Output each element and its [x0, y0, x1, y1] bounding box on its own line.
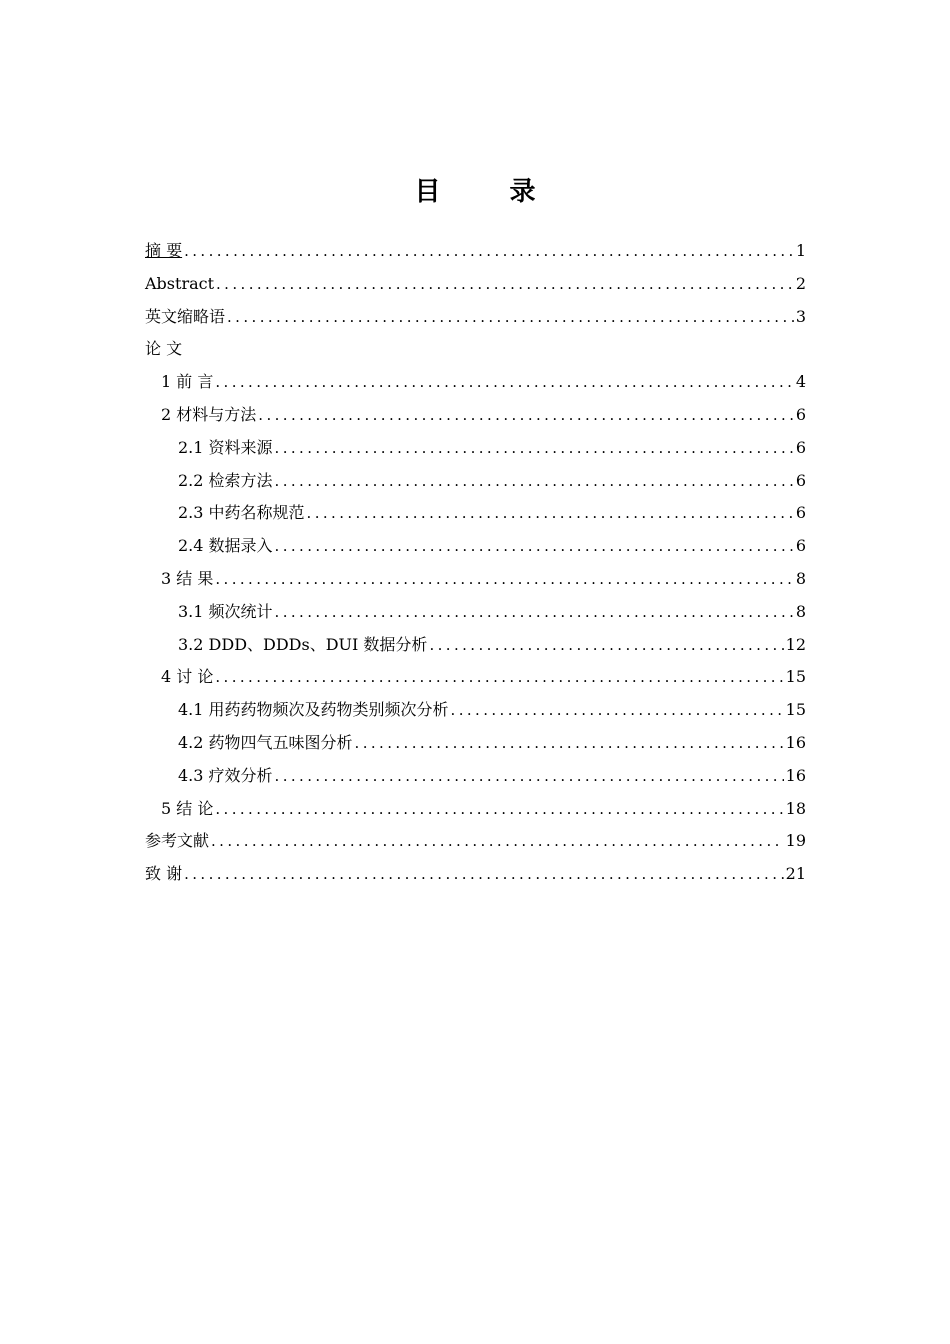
page-title: 目 录 [414, 177, 566, 207]
toc-entry-label: 4.3 疗效分析 [178, 765, 273, 785]
toc-entry-label: 4.1 用药药物频次及药物类别频次分析 [178, 700, 449, 720]
toc-entry-label: 论 文 [145, 339, 183, 359]
toc-page-number: 6 [795, 536, 806, 556]
toc-entry[interactable] [145, 268, 806, 301]
toc-entry [145, 333, 806, 366]
toc-entry[interactable] [145, 432, 806, 465]
toc-entry-label: 2.4 数据录入 [178, 536, 273, 556]
toc-entry[interactable] [145, 563, 806, 596]
toc-page-number: 4 [795, 372, 806, 392]
toc-dot-leader [184, 235, 794, 268]
toc-entry[interactable] [145, 399, 806, 432]
toc-dot-leader [211, 825, 784, 858]
toc-entry-label: 5 结 论 [161, 798, 214, 818]
toc-dot-leader [275, 530, 794, 563]
toc-entry[interactable] [145, 793, 806, 826]
toc-dot-leader [215, 563, 793, 596]
toc-entry-label: 摘 要 [145, 241, 183, 260]
toc-page-number: 8 [795, 568, 806, 588]
toc-entry[interactable] [145, 825, 806, 858]
table-of-contents [145, 235, 806, 891]
toc-dot-leader [355, 727, 784, 760]
toc-page-number: 16 [785, 765, 806, 785]
toc-page-number: 6 [795, 470, 806, 490]
toc-entry[interactable] [145, 301, 806, 334]
toc-dot-leader [275, 596, 794, 629]
toc-entry[interactable] [145, 760, 806, 793]
toc-entry[interactable] [145, 661, 806, 694]
toc-page-number: 16 [785, 732, 806, 752]
toc-entry-label: 参考文献 [145, 831, 210, 851]
toc-page-number: 6 [795, 437, 806, 457]
toc-entry-label: 英文缩略语 [145, 306, 226, 326]
toc-dot-leader [451, 694, 784, 727]
toc-dot-leader [429, 629, 783, 662]
toc-entry[interactable] [145, 596, 806, 629]
toc-dot-leader [215, 661, 783, 694]
toc-dot-leader [258, 399, 794, 432]
toc-page-number: 12 [785, 634, 806, 654]
toc-page-number: 19 [785, 831, 806, 851]
toc-entry[interactable] [145, 727, 806, 760]
toc-page-number: 15 [785, 700, 806, 720]
toc-entry[interactable] [145, 629, 806, 662]
toc-dot-leader [227, 301, 794, 334]
toc-entry-label: 致 谢 [145, 864, 183, 884]
toc-entry-label: 2.3 中药名称规范 [178, 503, 305, 523]
toc-page-number: 15 [785, 667, 806, 687]
toc-entry[interactable] [145, 235, 806, 268]
toc-entry[interactable] [145, 366, 806, 399]
toc-entry-label: 2.2 检索方法 [178, 470, 273, 490]
toc-entry-label: 1 前 言 [161, 372, 214, 392]
toc-dot-leader [216, 268, 794, 301]
toc-page-number: 6 [795, 503, 806, 523]
toc-page-number: 2 [795, 273, 806, 293]
toc-entry[interactable] [145, 530, 806, 563]
toc-dot-leader [275, 432, 794, 465]
toc-entry[interactable] [145, 497, 806, 530]
toc-page-number: 21 [785, 864, 806, 884]
toc-entry-label: 3.2 DDD、DDDs、DUI 数据分析 [178, 634, 428, 654]
toc-entry-label: 2.1 资料来源 [178, 437, 273, 457]
toc-entry[interactable] [145, 465, 806, 498]
toc-dot-leader [275, 760, 784, 793]
toc-page-number: 1 [795, 241, 806, 260]
toc-page-number: 3 [795, 306, 806, 326]
toc-entry[interactable] [145, 694, 806, 727]
toc-page-number: 18 [785, 798, 806, 818]
toc-dot-leader [215, 793, 783, 826]
toc-entry-label: 3 结 果 [161, 568, 214, 588]
toc-page-number: 8 [795, 601, 806, 621]
toc-entry-label: 4.2 药物四气五味图分析 [178, 732, 353, 752]
toc-entry-label: 2 材料与方法 [161, 404, 257, 424]
toc-dot-leader [184, 858, 784, 891]
toc-dot-leader [275, 465, 794, 498]
toc-entry[interactable] [145, 858, 806, 891]
toc-page-number: 6 [795, 404, 806, 424]
toc-entry-label: 4 讨 论 [161, 667, 214, 687]
toc-dot-leader [215, 366, 793, 399]
toc-entry-label: Abstract [145, 273, 215, 293]
toc-dot-leader [307, 497, 794, 530]
toc-entry-label: 3.1 频次统计 [178, 601, 273, 621]
